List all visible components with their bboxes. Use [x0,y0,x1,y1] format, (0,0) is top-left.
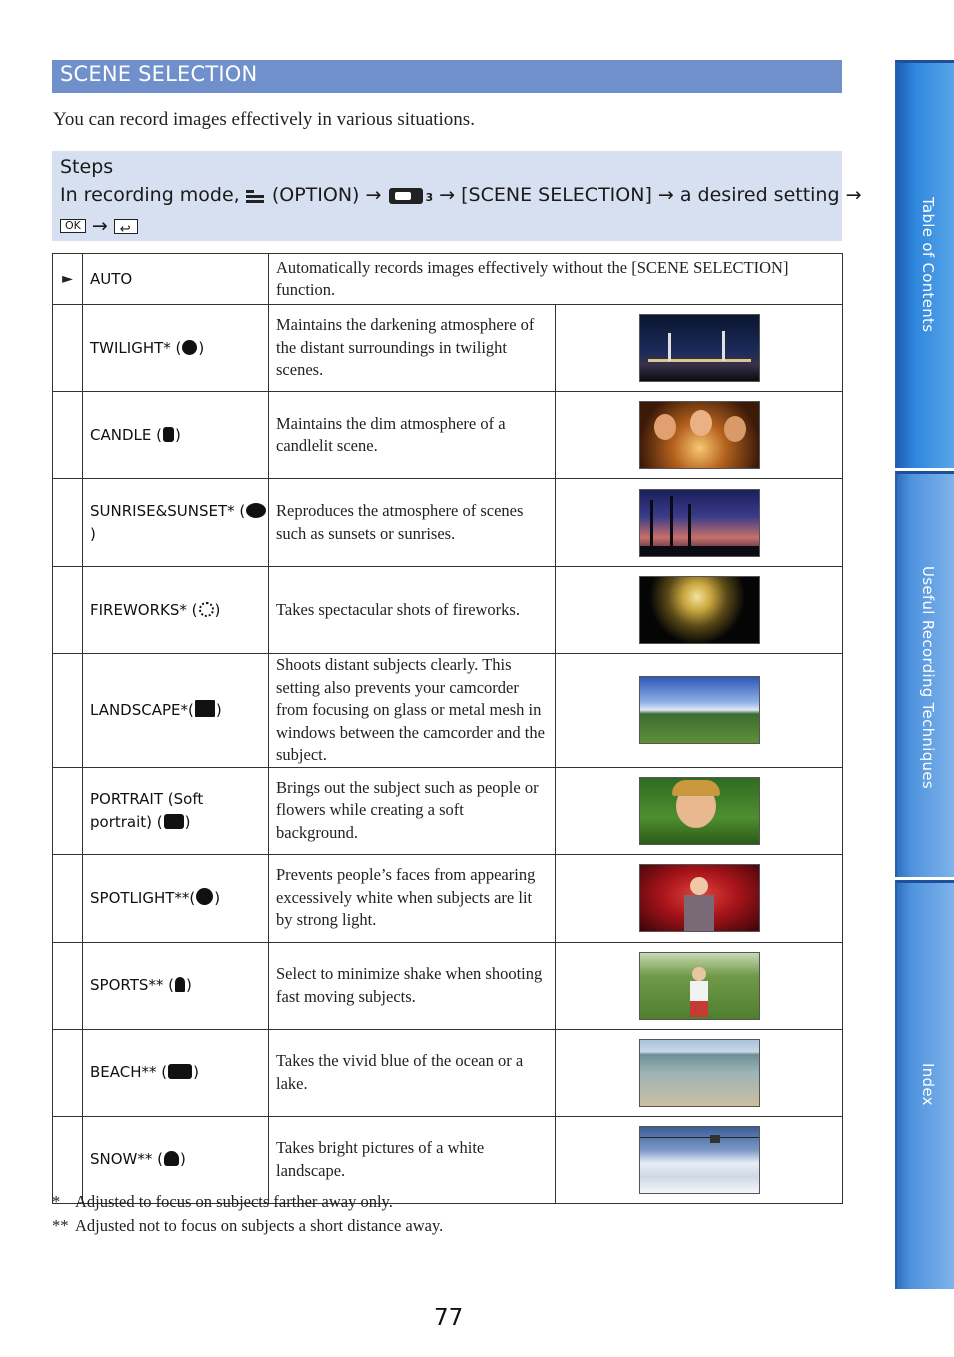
table-row [53,767,843,854]
tab-label: Useful Recording Techniques [919,566,937,789]
row-marker [53,305,83,392]
steps-line-1 [60,180,862,213]
table-row [53,479,843,567]
row-marker [53,767,83,854]
scene-description: Select to minimize shake when shooting fast moving subjects. [269,942,556,1029]
tab-label: Index [919,1063,937,1106]
table-row [53,305,843,392]
scene-description: Prevents people’s faces from appearing excessively white when subjects are lit by strong light. [269,854,556,942]
candlelit-cake-photo [639,401,760,469]
scene-description: Takes bright pictures of a white landscape. [269,1116,556,1203]
tab-index[interactable] [895,880,954,1289]
landscape-icon [195,700,215,717]
child-portrait-photo [639,777,760,845]
arrow-icon: → [91,215,108,237]
scene-name: LANDSCAPE*( ) [83,654,269,768]
tab-label: Table of Contents [919,197,937,333]
camera-menu-icon [389,188,423,204]
portrait-icon [164,814,184,829]
table-row [53,567,843,654]
scene-name: BEACH** ( ) [83,1029,269,1116]
snow-icon [164,1151,179,1166]
arrow-icon: → [845,184,862,206]
golfer-photo [639,952,760,1020]
row-marker [53,1029,83,1116]
row-marker [53,479,83,567]
footnote-text: Adjusted not to focus on subjects a short distance away. [75,1216,444,1235]
steps-text-desired-setting: a desired setting [679,184,840,206]
steps-text-scene-selection: [SCENE SELECTION] [461,184,652,206]
landscape-field-photo [639,676,760,744]
table-row [53,1029,843,1116]
intro-text: You can record images effectively in various situations. [53,109,475,130]
scene-description: Maintains the dim atmosphere of a candlelit scene. [269,392,556,479]
beach-lake-photo [639,1039,760,1107]
scene-description: Brings out the subject such as people or flowers while creating a soft background. [269,767,556,854]
stage-spotlight-photo [639,864,760,932]
sports-icon [175,977,185,992]
table-row [53,654,843,768]
snow-mountain-photo [639,1126,760,1194]
arrow-icon: → [657,184,674,206]
steps-box [52,151,862,241]
table-row [53,854,843,942]
option-icon [246,189,266,203]
scene-description: Reproduces the atmosphere of scenes such as sunsets or sunrises. [269,479,556,567]
menu-tab-number: 3 [425,191,434,204]
steps-text-mode: In recording mode, [60,184,240,206]
scene-name: SUNRISE&SUNSET* () [83,479,269,567]
scene-description: Takes the vivid blue of the ocean or a lake. [269,1029,556,1116]
tab-table-of-contents[interactable] [895,60,954,468]
scene-name: FIREWORKS* ( ) [83,567,269,654]
footnote [52,1190,443,1214]
default-marker: ► [53,254,83,305]
scene-name: AUTO [83,254,269,305]
footnote-text: Adjusted to focus on subjects farther away only. [75,1192,393,1211]
ok-button-icon: OK [60,219,86,233]
row-marker [53,654,83,768]
table-row [53,942,843,1029]
footnotes [52,1190,443,1238]
fireworks-icon [199,602,214,617]
footnote-mark: * [52,1192,61,1211]
arrow-icon: → [365,184,382,206]
table-row [53,392,843,479]
arrow-icon: → [439,184,456,206]
fireworks-photo [639,576,760,644]
row-marker [53,854,83,942]
scene-name: CANDLE ( ) [83,392,269,479]
scene-description: Automatically records images effectively without the [SCENE SELECTION] function. [269,254,843,305]
sunset-palms-photo [639,489,760,557]
scene-name: PORTRAIT (Soft portrait) ( ) [83,767,269,854]
row-marker [53,942,83,1029]
beach-icon [168,1064,192,1079]
scene-name: SPORTS** ( ) [83,942,269,1029]
tab-useful-recording-techniques[interactable] [895,471,954,877]
steps-text-option: (OPTION) [271,184,360,206]
candle-icon [163,427,174,442]
night-bridge-photo [639,314,760,382]
scene-name: TWILIGHT* ( ) [83,305,269,392]
footnote-mark: ** [52,1216,69,1235]
page-number: 77 [434,1305,464,1331]
steps-line-2 [60,213,842,239]
spotlight-icon [196,888,213,905]
footnote [52,1214,443,1238]
scene-description: Maintains the darkening atmosphere of the distant surroundings in twilight scenes. [269,305,556,392]
row-marker [53,567,83,654]
scene-table [52,253,843,1204]
table-row [53,254,843,305]
section-title: SCENE SELECTION [52,60,842,93]
scene-name: SNOW** ( ) [83,1116,269,1203]
return-button-icon [114,219,138,234]
scene-description: Takes spectacular shots of fireworks. [269,567,556,654]
scene-name: SPOTLIGHT**( ) [83,854,269,942]
row-marker [53,392,83,479]
twilight-icon [182,340,197,355]
sunset-icon [246,503,266,518]
steps-heading: Steps [60,156,114,178]
scene-description: Shoots distant subjects clearly. This setting also prevents your camcorder from focusing on glass or metal mesh in windows between the camcorder and the subject. [269,654,556,768]
